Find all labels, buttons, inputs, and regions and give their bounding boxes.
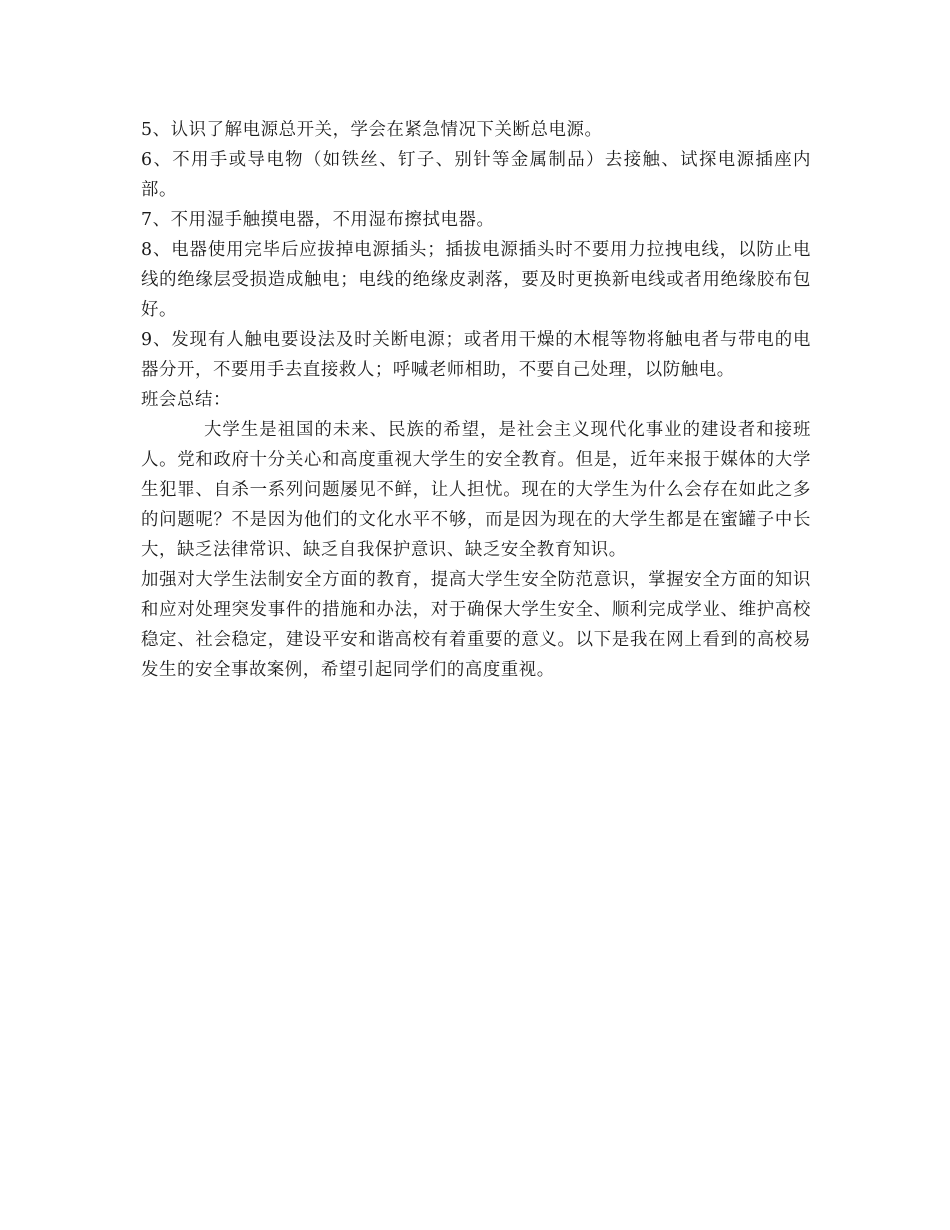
summary-paragraph-2: 加强对大学生法制安全方面的教育，提高大学生安全防范意识，掌握安全方面的知识和应对处理突发事件的措施和办法，对于确保大学生安全、顺利完成学业、维护高校稳定、社会稳定，建设平安和谐高校有着重要的意义。以下是我在网上看到的高校易发生的安全事故案例，希望引起同学们的高度重视。 — [141, 570, 811, 680]
safety-item-8: 8、电器使用完毕后应拔掉电源插头；插拔电源插头时不要用力拉拽电线，以防止电线的绝缘层受损造成触电；电线的绝缘皮剥落，要及时更换新电线或者用绝缘胶布包好。 — [141, 240, 811, 320]
summary-heading: 班会总结： — [141, 390, 231, 410]
document-page — [141, 115, 811, 685]
safety-item-6: 6、不用手或导电物（如铁丝、钉子、别针等金属制品）去接触、试探电源插座内部。 — [141, 150, 811, 200]
safety-item-9: 9、发现有人触电要设法及时关断电源；或者用干燥的木棍等物将触电者与带电的电器分开，不要用手去直接救人；呼喊老师相助，不要自己处理，以防触电。 — [141, 330, 811, 380]
safety-item-5: 5、认识了解电源总开关，学会在紧急情况下关断总电源。 — [141, 120, 603, 140]
safety-item-7: 7、不用湿手触摸电器，不用湿布擦拭电器。 — [141, 210, 495, 230]
summary-paragraph-1: 大学生是祖国的未来、民族的希望，是社会主义现代化事业的建设者和接班人。党和政府十分关心和高度重视大学生的安全教育。但是，近年来报于媒体的大学生犯罪、自杀一系列问题屡见不鲜，让人担忧。现在的大学生为什么会存在如此之多的问题呢？不是因为他们的文化水平不够，而是因为现在的大学生都是在蜜罐子中长大，缺乏法律常识、缺乏自我保护意识、缺乏安全教育知识。 — [141, 420, 811, 560]
